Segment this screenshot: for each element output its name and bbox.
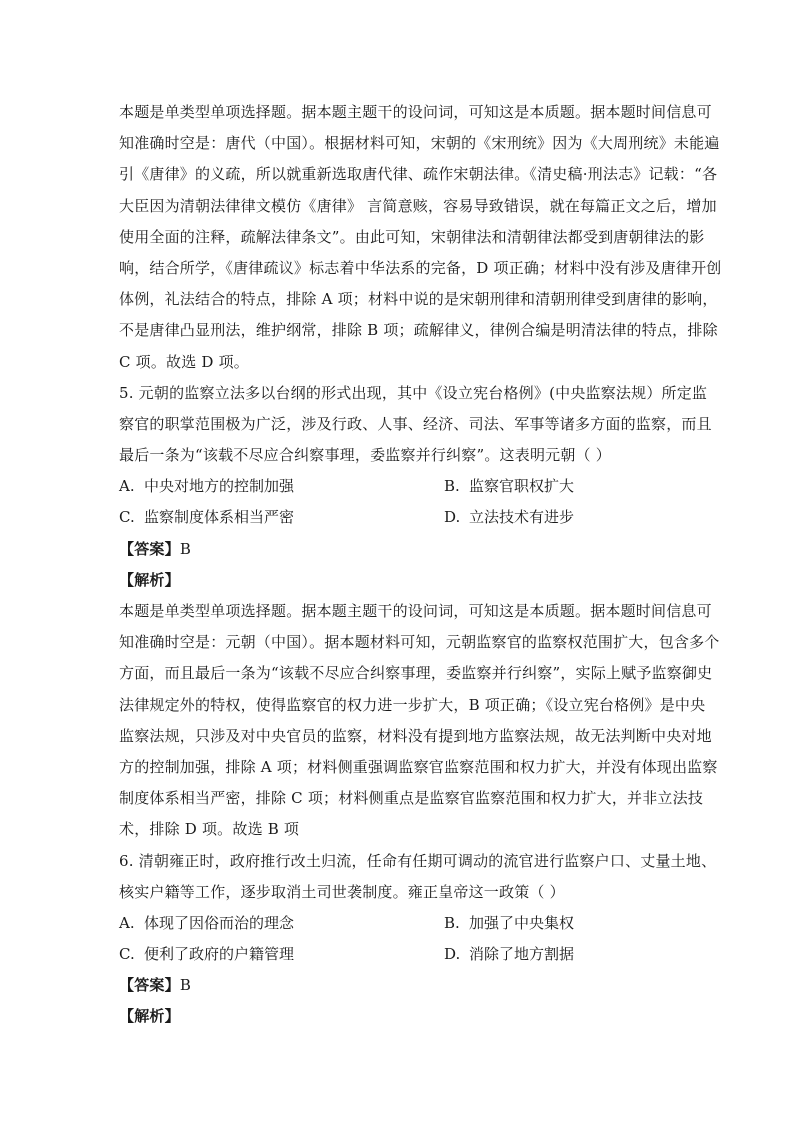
- explanation-line: 知准确时空是：唐代（中国）。根据材料可知，宋朝的《宋刑统》因为《大周刑统》未能遍: [119, 134, 720, 153]
- question-5: [119, 378, 720, 846]
- analysis-line: 监察法规，只涉及对中央官员的监察，材料没有提到地方监察法规，故无法判断中央对地: [119, 726, 712, 745]
- question-stem-line: 核实户籍等工作，逐步取消土司世袭制度。雍正皇帝这一政策（ ）: [119, 882, 565, 901]
- option-text: 立法技术有进步: [469, 508, 575, 527]
- option-text: 加强了中央集权: [469, 913, 575, 932]
- previous-explanation: [119, 97, 722, 378]
- option-b: [444, 908, 574, 939]
- document-page: [119, 97, 722, 1033]
- options-row: [119, 502, 679, 533]
- analysis-heading: [119, 1001, 679, 1032]
- analysis-tag: 【解析】: [119, 570, 180, 589]
- answer-value: B: [179, 976, 192, 995]
- option-letter: B.: [444, 477, 460, 496]
- question-6: [119, 846, 717, 1033]
- option-text: 体现了因俗而治的理念: [144, 913, 295, 932]
- question-stem-line: 6. 清朝雍正时，政府推行改土归流，任命有任期可调动的流官进行监察户口、丈量土地、: [119, 851, 717, 870]
- option-text: 消除了地方割据: [469, 945, 575, 964]
- option-c: [119, 939, 444, 970]
- option-d: [444, 939, 574, 970]
- analysis-line: 法律规定外的特权，使得监察官的权力进一步扩大，B 项正确；《设立宪台格例》是中央: [119, 695, 706, 714]
- answer-value: B: [179, 539, 192, 558]
- analysis-line: 本题是单类型单项选择题。据本题主题干的设问词，可知这是本质题。据本题时间信息可: [119, 602, 712, 620]
- answer-line: [119, 534, 679, 565]
- question-stem-line: 最后一条为“该载不尽应合纠察事理，委监察并行纠察”。这表明元朝（ ）: [119, 446, 611, 465]
- option-text: 中央对地方的控制加强: [144, 477, 295, 496]
- explanation-line: 响，结合所学，《唐律疏议》标志着中华法系的完备，D 项正确；材料中没有涉及唐律开创: [119, 258, 722, 277]
- option-b: [444, 471, 574, 502]
- analysis-tag: 【解析】: [119, 1007, 180, 1026]
- answer-tag: 【答案】: [119, 539, 180, 558]
- option-letter: D.: [444, 508, 461, 527]
- analysis-line: 方面，而且最后一条为“该载不尽应合纠察事理，委监察并行纠察”，实际上赋予监察御史: [119, 664, 713, 683]
- explanation-line: C 项。故选 D 项。: [119, 352, 250, 371]
- explanation-line: 大臣因为清朝法律律文模仿《唐律》 言简意赅，容易导致错误，就在每篇正文之后，增加: [119, 196, 717, 215]
- options-row: [119, 908, 679, 939]
- option-a: [119, 908, 444, 939]
- option-letter: A.: [119, 913, 135, 932]
- option-letter: C.: [119, 945, 135, 964]
- analysis-line: 术，排除 D 项。故选 B 项: [119, 820, 300, 839]
- option-letter: D.: [444, 945, 461, 964]
- explanation-line: 不是唐律凸显刑法，维护纲常，排除 B 项；疏解律义，律例合编是明清法律的特点，排除: [119, 321, 718, 340]
- option-a: [119, 471, 444, 502]
- explanation-line: 本题是单类型单项选择题。据本题主题干的设问词，可知这是本质题。据本题时间信息可: [119, 103, 712, 121]
- explanation-line: 使用全面的注释，疏解法律条文”。由此可知，宋朝律法和清朝律法都受到唐朝律法的影: [119, 227, 705, 246]
- analysis-line: 方的控制加强，排除 A 项；材料侧重强调监察官监察范围和权力扩大，并没有体现出监察: [119, 757, 718, 776]
- analysis-line: 制度体系相当严密，排除 C 项；材料侧重点是监察官监察范围和权力扩大，并非立法技: [119, 789, 704, 808]
- analysis-heading: [119, 565, 679, 596]
- option-c: [119, 502, 444, 533]
- option-letter: A.: [119, 477, 135, 496]
- option-text: 监察官职权扩大: [469, 477, 575, 496]
- answer-tag: 【答案】: [119, 976, 180, 995]
- question-stem-line: 察官的职掌范围极为广泛，涉及行政、人事、经济、司法、军事等诸多方面的监察，而且: [119, 414, 712, 433]
- explanation-line: 体例，礼法结合的特点，排除 A 项；材料中说的是宋朝刑律和清朝刑律受到唐律的影响，: [119, 290, 718, 309]
- option-letter: B.: [444, 913, 460, 932]
- analysis-line: 知准确时空是：元朝（中国）。据本题材料可知，元朝监察官的监察权范围扩大，包含多个: [119, 633, 720, 652]
- option-text: 便利了政府的户籍管理: [144, 945, 295, 964]
- question-stem-line: 5. 元朝的监察立法多以台纲的形式出现，其中《设立宪台格例》(中央监察法规）所定监: [119, 383, 708, 402]
- options-row: [119, 471, 679, 502]
- options-row: [119, 939, 679, 970]
- explanation-line: 引《唐律》的义疏，所以就重新选取唐代律、疏作宋朝法律。《清史稿·刑法志》记载：“各: [119, 165, 718, 184]
- option-text: 监察制度体系相当严密: [144, 508, 295, 527]
- answer-line: [119, 970, 679, 1001]
- option-d: [444, 502, 574, 533]
- option-letter: C.: [119, 508, 135, 527]
